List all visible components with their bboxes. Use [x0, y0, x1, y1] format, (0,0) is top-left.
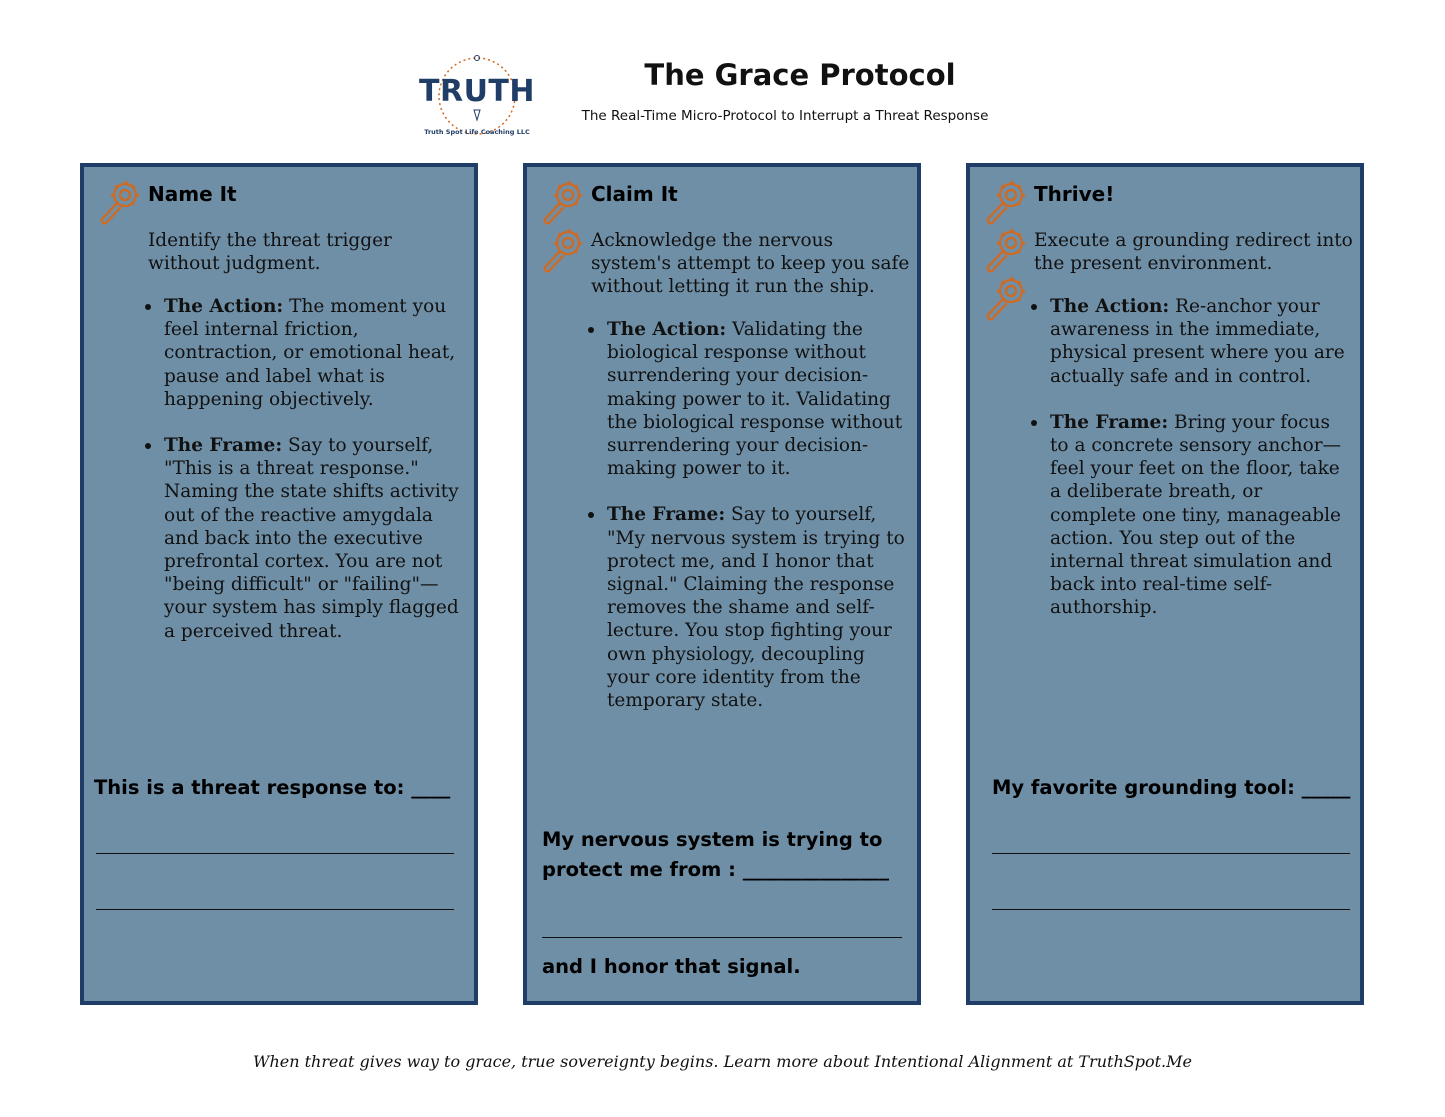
bullet-action — [607, 318, 907, 480]
bullet-label: The Action: — [607, 319, 727, 340]
bullet-text: Validating the biological response without surrendering your decision-making power to it. Validating the biological response without surrendering your decision-making power to it. — [607, 319, 903, 480]
bullet-frame — [607, 503, 907, 712]
fill-in-prompt: My favorite grounding tool: _____ — [992, 776, 1351, 799]
card-intro: Acknowledge the nervous system's attempt to keep you safe without letting it run the ship. — [591, 230, 910, 297]
write-in-line[interactable] — [992, 853, 1350, 854]
bullet-label: The Action: — [164, 296, 284, 317]
flower-magnifier-icon — [537, 175, 589, 229]
card-title: Claim It — [591, 182, 678, 206]
bullet-label: The Frame: — [1050, 411, 1169, 433]
write-in-line[interactable] — [992, 909, 1350, 910]
card-bullet-list — [607, 318, 907, 735]
bullet-label: The Frame: — [607, 504, 726, 526]
bullet-text: Say to yourself, "This is a threat response." Naming the state shifts activity out of the reactive amygdala and back into the executive prefrontal cortex. You are not "being difficult" or "failing"—your system has simply flagged a perceived threat. — [164, 435, 459, 642]
card-title: Thrive! — [1034, 182, 1115, 206]
fill-in-prompt: My nervous system is trying to protect me from : _______________ — [542, 828, 889, 881]
card-intro: Identify the threat trigger without judgment. — [148, 230, 392, 274]
write-in-line[interactable] — [96, 853, 454, 854]
card-thrive — [966, 163, 1364, 1005]
card-bullet-list — [1050, 295, 1350, 643]
card-bullet-list — [164, 295, 464, 666]
flower-magnifier-icon — [980, 223, 1032, 277]
flower-magnifier-icon — [537, 223, 589, 277]
bullet-label: The Frame: — [164, 435, 283, 457]
flower-magnifier-icon — [980, 175, 1032, 229]
bullet-frame — [1050, 411, 1350, 620]
bullet-frame — [164, 434, 464, 643]
bullet-action — [1050, 295, 1350, 388]
card-name-it — [80, 163, 478, 1005]
logo-tagline: Truth Spot Life Coaching LLC — [424, 128, 530, 136]
bullet-label: The Action: — [1050, 296, 1170, 317]
bullet-text: Bring your focus to a concrete sensory anchor—feel your feet on the floor, take a deliberate breath, or complete one tiny, manageable action. You step out of the internal threat simulation and back into real-time self-authorship. — [1050, 411, 1342, 619]
logo-wordmark: TRUTH — [419, 74, 535, 109]
write-in-line[interactable] — [96, 909, 454, 910]
bullet-action — [164, 295, 464, 411]
card-intro: Execute a grounding redirect into the present environment. — [1034, 230, 1353, 274]
page-title: The Grace Protocol — [644, 58, 956, 92]
truth-spot-logo — [418, 54, 536, 142]
bullet-text: Re-anchor your awareness in the immediate, physical present where you are actually safe and in control. — [1050, 296, 1345, 387]
card-title: Name It — [148, 182, 237, 206]
page-subtitle: The Real-Time Micro-Protocol to Interrupt a Threat Response — [581, 108, 989, 124]
write-in-line[interactable] — [542, 937, 902, 938]
flower-magnifier-icon — [94, 175, 146, 229]
closing-line: and I honor that signal. — [542, 955, 801, 978]
fill-in-prompt: This is a threat response to: ____ — [94, 776, 451, 799]
bullet-text: The moment you feel internal friction, contraction, or emotional heat, pause and label what is happening objectively. — [164, 296, 456, 410]
card-claim-it — [523, 163, 921, 1005]
bullet-text: Say to yourself, "My nervous system is trying to protect me, and I honor that signal." Claiming the response removes the shame and self-lecture. You stop fighting your own physiology, decoupling your core identity from the temporary state. — [607, 504, 905, 712]
footer-tagline: When threat gives way to grace, true sovereignty begins. Learn more about Intentional Alignment at TruthSpot.Me — [253, 1052, 1192, 1071]
flower-magnifier-icon — [980, 271, 1032, 325]
